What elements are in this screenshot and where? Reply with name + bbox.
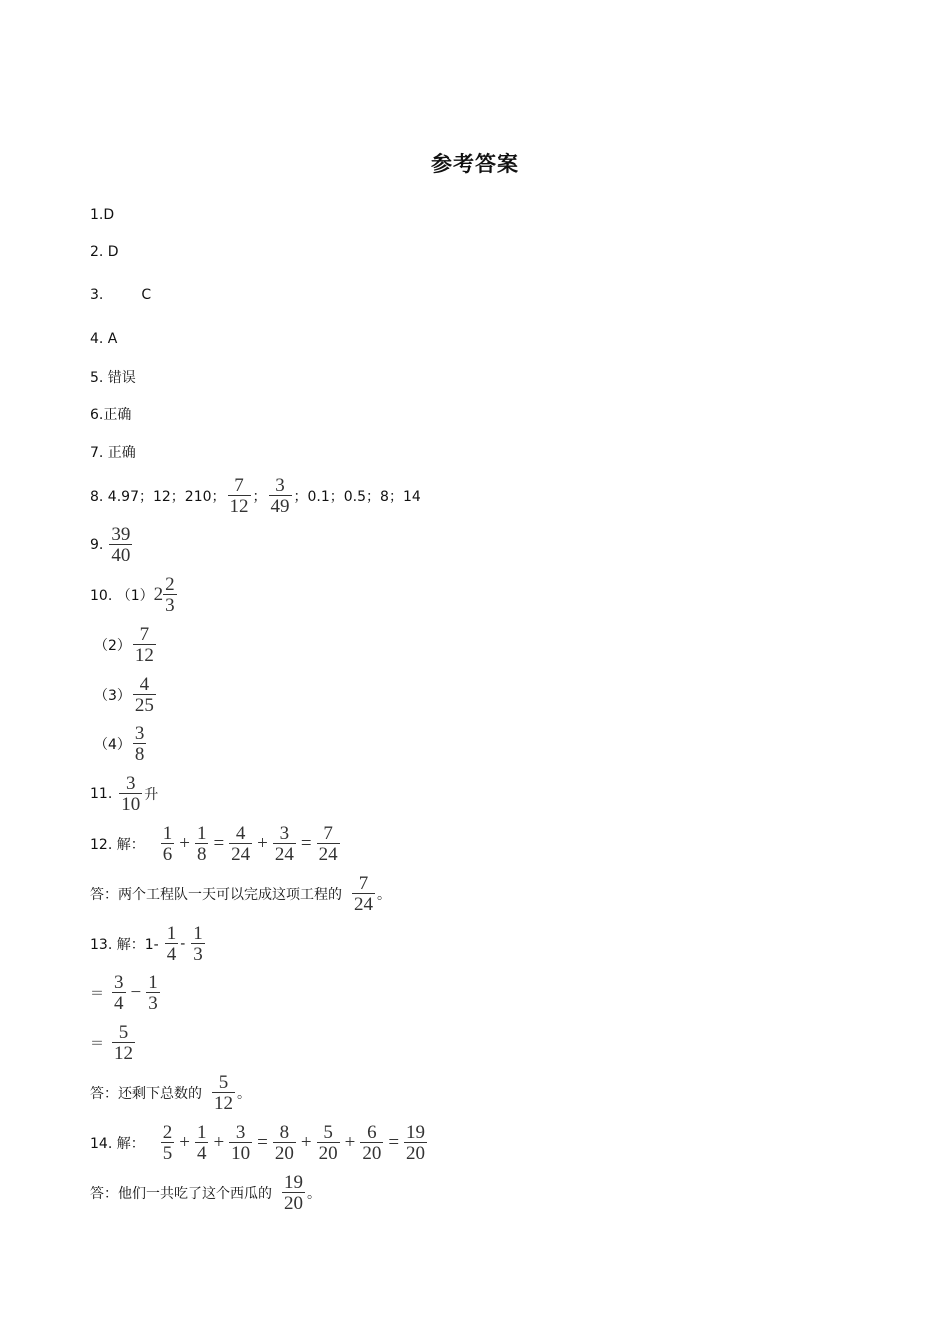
fraction: $\frac{3}{10}$: [121, 773, 141, 815]
part-label: （2）: [94, 638, 131, 654]
plus-sign: +: [300, 1132, 312, 1153]
fraction: $\frac{19}{20}$: [406, 1122, 426, 1164]
fraction: $\frac{5}{20}$: [318, 1122, 338, 1164]
equals-sign: =: [213, 833, 225, 854]
fraction: $\frac{2}{5}$: [162, 1122, 173, 1164]
fraction: $\frac{1}{6}$: [162, 823, 173, 865]
fraction: $\frac{3}{24}$: [274, 823, 294, 865]
answer-5: 5. 错误: [90, 370, 136, 386]
answer-14-label: 14. 解：: [90, 1136, 145, 1152]
fraction: $\frac{1}{4}$: [166, 923, 177, 965]
fraction: $\frac{4}{24}$: [231, 823, 251, 865]
answer-8-prefix: 8. 4.97；12；210；: [90, 489, 226, 505]
fraction: $\frac{7}{12}$: [229, 475, 249, 517]
answer-11-label: 11.: [90, 786, 113, 802]
answer-13-step-2: [90, 1023, 137, 1063]
answer-6: 6.正确: [90, 407, 132, 423]
fraction: $\frac{3}{49}$: [270, 475, 290, 517]
unit: 升: [144, 787, 159, 803]
answer-13-step-1: [90, 973, 162, 1013]
answer-12-label: 12. 解：: [90, 837, 145, 853]
fraction: $\frac{2}{3}$: [165, 574, 175, 616]
answer-10-part-4: [94, 724, 148, 764]
plus-sign: +: [179, 833, 190, 854]
fraction: $\frac{7}{24}$: [318, 823, 338, 865]
answer-3-choice: C: [141, 287, 152, 303]
answer-3: [90, 287, 151, 303]
separator: ；: [252, 489, 267, 505]
plus-sign: +: [179, 1132, 190, 1153]
fraction: $\frac{3}{4}$: [114, 972, 124, 1014]
page-title: 参考答案: [431, 152, 519, 176]
answer-14-equation: [90, 1123, 429, 1163]
fraction: $\frac{7}{24}$: [354, 873, 373, 915]
answer-14-conclusion: [90, 1173, 321, 1213]
fraction: $\frac{3}{10}$: [231, 1122, 251, 1164]
answer-text: 答：他们一共吃了这个西瓜的: [90, 1186, 272, 1202]
answer-10-label: 10. （1）: [90, 588, 154, 604]
answer-text: 答：两个工程队一天可以完成这项工程的: [90, 887, 342, 903]
answer-7: 7. 正确: [90, 445, 136, 461]
answer-13-label: 13. 解：1-: [90, 937, 159, 953]
part-label: （4）: [94, 737, 131, 753]
fraction: $\frac{1}{3}$: [148, 972, 158, 1014]
fraction: $\frac{5}{12}$: [114, 1022, 133, 1064]
equals-sign: ＝: [90, 986, 104, 1002]
equals-sign: =: [257, 1132, 268, 1153]
answer-8-suffix: ；0.1；0.5；8；14: [293, 489, 421, 505]
period: 。: [237, 1086, 251, 1102]
whole-number: 2: [153, 584, 164, 605]
plus-sign: +: [257, 833, 268, 854]
answer-11: [90, 774, 158, 814]
fraction: $\frac{5}{12}$: [214, 1072, 233, 1114]
answer-13-equation: [90, 924, 207, 964]
answer-10-part-2: [94, 625, 158, 665]
answer-12-equation: [90, 824, 342, 864]
period: 。: [307, 1186, 321, 1202]
fraction: $\frac{7}{12}$: [134, 624, 154, 666]
fraction: $\frac{3}{8}$: [134, 723, 145, 765]
fraction: $\frac{1}{3}$: [193, 923, 203, 965]
minus-sign: −: [130, 982, 142, 1003]
answer-10-part-1: [90, 575, 179, 615]
fraction: $\frac{4}{25}$: [134, 674, 154, 716]
plus-sign: +: [344, 1132, 356, 1153]
answer-3-number: 3.: [90, 287, 104, 303]
part-label: （3）: [94, 688, 131, 704]
answer-text: 答：还剩下总数的: [90, 1086, 202, 1102]
answer-12-conclusion: [90, 874, 391, 914]
answer-10-part-3: [94, 675, 158, 715]
answer-2: 2. D: [90, 244, 119, 260]
answer-1: 1.D: [90, 207, 115, 223]
equals-sign: ＝: [90, 1036, 104, 1052]
answer-4: 4. A: [90, 331, 118, 347]
equals-sign: =: [300, 833, 312, 854]
answer-13-conclusion: [90, 1073, 251, 1113]
fraction: $\frac{1}{4}$: [196, 1122, 207, 1164]
plus-sign: +: [213, 1132, 225, 1153]
fraction: $\frac{1}{8}$: [196, 823, 207, 865]
equals-sign: =: [388, 1132, 400, 1153]
fraction: $\frac{39}{40}$: [111, 524, 131, 566]
fraction: $\frac{19}{20}$: [284, 1172, 303, 1214]
fraction: $\frac{6}{20}$: [362, 1122, 382, 1164]
answer-9-label: 9.: [90, 537, 104, 553]
fraction: $\frac{8}{20}$: [274, 1122, 294, 1164]
minus-sign: -: [180, 936, 186, 952]
answer-8: [90, 476, 421, 516]
answer-9: [90, 525, 134, 565]
period: 。: [377, 887, 391, 903]
